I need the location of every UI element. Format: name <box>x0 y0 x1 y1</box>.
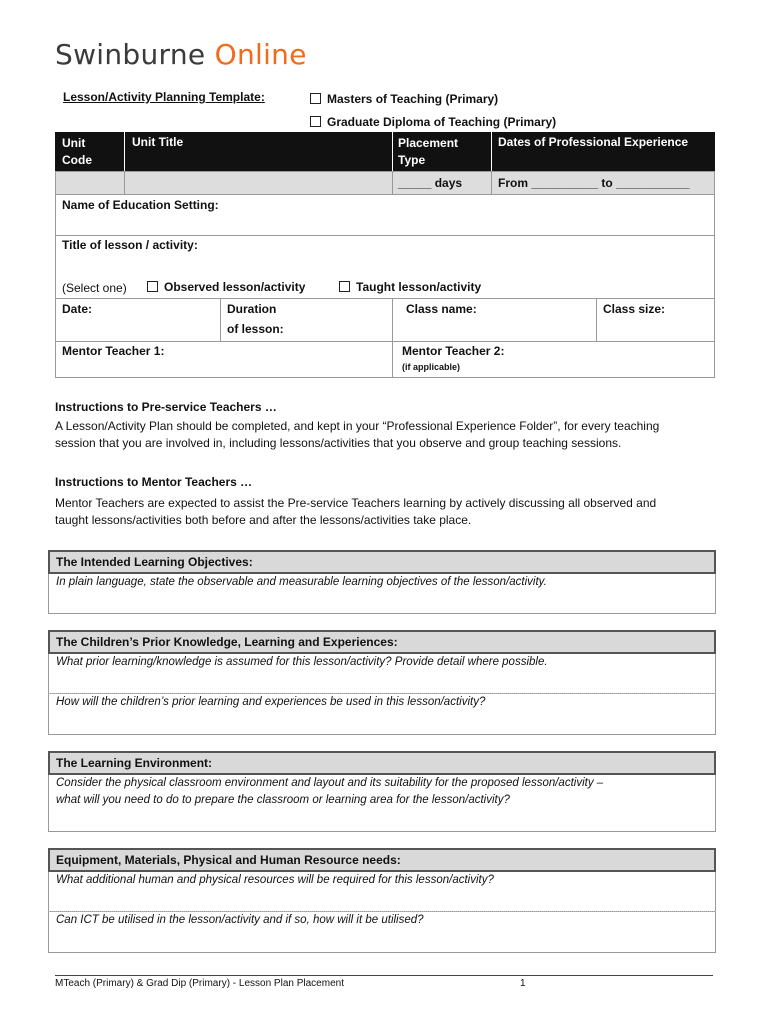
pre-service-text-2: session that you are involved in, including lessons/activities that you observe and group teaching sessions. <box>55 436 622 450</box>
class-name-label: Class name: <box>406 302 477 316</box>
unit-code-input[interactable] <box>55 171 125 195</box>
date-label: Date: <box>62 302 93 316</box>
pre-service-text-1: A Lesson/Activity Plan should be completed, and kept in your “Professional Experience Folder”, for every teaching <box>55 419 660 433</box>
prior-prompt-2: How will the children’s prior learning and experiences be used in this lesson/activity? <box>56 696 486 708</box>
placement-type-label: Placement Type <box>398 136 459 167</box>
select-one-label: (Select one) <box>62 281 127 295</box>
checkbox-observed[interactable] <box>147 281 158 292</box>
footer-text: MTeach (Primary) & Grad Dip (Primary) - Lesson Plan Placement <box>55 978 344 989</box>
divider <box>392 132 393 172</box>
prior-prompt-1: What prior learning/knowledge is assumed for this lesson/activity? Provide detail where possible. <box>56 656 548 668</box>
class-size-label: Class size: <box>603 302 666 316</box>
observed-option[interactable] <box>147 280 305 294</box>
objectives-section-title: The Intended Learning Objectives: <box>48 550 716 574</box>
mentor-text-1: Mentor Teachers are expected to assist the Pre-service Teachers learning by actively discussing all observed and <box>55 496 657 510</box>
taught-option[interactable] <box>339 280 481 294</box>
duration-label-2: of lesson: <box>227 322 284 336</box>
divider <box>124 132 125 172</box>
dates-header: Dates of Professional Experience <box>498 135 689 149</box>
equipment-prompt-2: Can ICT be utilised in the lesson/activity and if so, how will it be utilised? <box>56 914 424 926</box>
checkbox-masters[interactable] <box>310 93 321 104</box>
option-graddip[interactable] <box>310 115 556 129</box>
days-text: _____ days <box>398 176 463 190</box>
footer-rule <box>55 975 713 976</box>
environment-prompt-2: what will you need to do to prepare the classroom or learning area for the lesson/activity? <box>56 794 510 806</box>
mentor-text-2: taught lessons/activities both before and after the lessons/activities take place. <box>55 513 472 527</box>
page-number: 1 <box>520 978 526 989</box>
unit-title-input[interactable] <box>124 171 393 195</box>
lesson-title-label: Title of lesson / activity: <box>62 238 198 252</box>
duration-label-1: Duration <box>227 302 277 316</box>
logo-part1: Swinburne <box>55 38 215 71</box>
mentor1-label: Mentor Teacher 1: <box>62 344 165 358</box>
objectives-prompt: In plain language, state the observable and measurable learning objectives of the lesson/activity. <box>56 576 547 588</box>
template-title: Lesson/Activity Planning Template: <box>63 90 265 104</box>
environment-prompt-1: Consider the physical classroom environment and layout and its suitability for the proposed lesson/activity – <box>56 777 604 789</box>
checkbox-graddip[interactable] <box>310 116 321 127</box>
pre-service-heading: Instructions to Pre-service Teachers … <box>55 400 277 414</box>
education-setting-label: Name of Education Setting: <box>62 198 219 212</box>
option-graddip-label: Graduate Diploma of Teaching (Primary) <box>327 115 557 129</box>
observed-label: Observed lesson/activity <box>164 280 306 294</box>
equipment-prompt-1: What additional human and physical resources will be required for this lesson/activity? <box>56 874 494 886</box>
prior-section-title: The Children’s Prior Knowledge, Learning and Experiences: <box>48 630 716 654</box>
taught-label: Taught lesson/activity <box>356 280 482 294</box>
unit-code-label: Unit Code <box>62 136 92 167</box>
divider <box>491 132 492 172</box>
equipment-section-title: Equipment, Materials, Physical and Human Resource needs: <box>48 848 716 872</box>
mentor-heading: Instructions to Mentor Teachers … <box>55 475 253 489</box>
logo <box>55 38 307 71</box>
unit-title-label: Unit Title <box>132 135 184 149</box>
from-to-text: From __________ to ___________ <box>498 176 690 190</box>
option-masters-label: Masters of Teaching (Primary) <box>327 92 499 106</box>
mentor2-label: Mentor Teacher 2: <box>402 344 505 358</box>
checkbox-taught[interactable] <box>339 281 350 292</box>
option-masters[interactable] <box>310 92 498 106</box>
logo-part2: Online <box>214 38 307 71</box>
if-applicable-note: (if applicable) <box>402 362 461 372</box>
environment-section-title: The Learning Environment: <box>48 751 716 775</box>
